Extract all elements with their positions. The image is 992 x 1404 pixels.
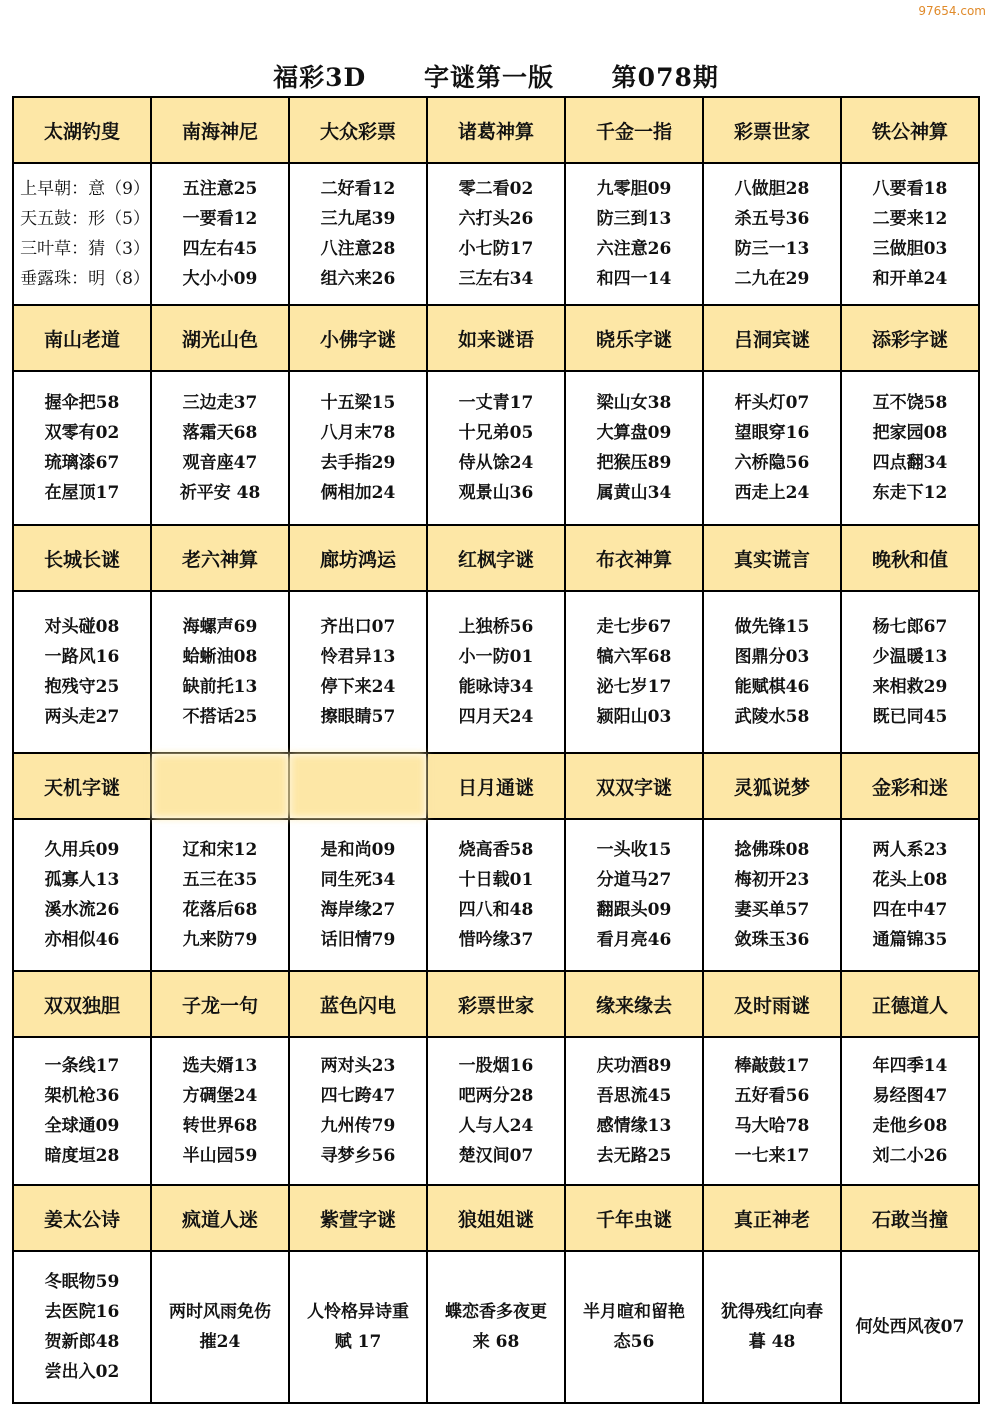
column-header: 布衣神算 — [565, 525, 703, 591]
riddle-line: 侍从馀24 — [458, 453, 534, 473]
riddle-line: 八做胆28 — [734, 179, 810, 199]
column-header: 南海神尼 — [151, 97, 289, 163]
riddle-line: 能赋棋46 — [734, 677, 810, 697]
riddle-line: 小七防17 — [458, 239, 534, 259]
prediction-cell — [289, 1037, 427, 1185]
header-row — [13, 97, 979, 163]
riddle-line: 少温暖13 — [872, 647, 948, 667]
riddle-line: 五三在35 — [182, 870, 258, 890]
column-header: 南山老道 — [13, 305, 151, 371]
prediction-cell — [289, 1251, 427, 1403]
column-header: 长城长谜 — [13, 525, 151, 591]
riddle-line: 武陵水58 — [734, 707, 810, 727]
prediction-cell — [703, 1037, 841, 1185]
title-edition: 字谜第一版 — [423, 63, 554, 92]
riddle-line: 防三一13 — [734, 239, 810, 259]
column-header: 正德道人 — [841, 971, 979, 1037]
riddle-line: 垂露珠：明（8） — [20, 269, 150, 289]
column-header: 灵狐说梦 — [703, 753, 841, 819]
riddle-line: 一路风16 — [44, 647, 120, 667]
prediction-cell — [841, 819, 979, 971]
riddle-line: 架机枪36 — [44, 1086, 120, 1106]
prediction-cell — [289, 819, 427, 971]
riddle-line: 棒敲鼓17 — [734, 1056, 810, 1076]
title-lottery: 福彩3D — [273, 63, 367, 92]
column-header: 千金一指 — [565, 97, 703, 163]
riddle-line: 捻佛珠08 — [734, 840, 810, 860]
riddle-line: 花落后68 — [182, 900, 258, 920]
riddle-line: 十兄弟05 — [458, 423, 534, 443]
riddle-line: 四月天24 — [458, 707, 534, 727]
riddle-line: 小一防01 — [458, 647, 534, 667]
riddle-line: 吾思流45 — [596, 1086, 672, 1106]
riddle-line: 去手指29 — [320, 453, 396, 473]
column-header: 红枫字谜 — [427, 525, 565, 591]
riddle-line: 话旧情79 — [320, 930, 396, 950]
riddle-line: 杆头灯07 — [734, 393, 810, 413]
riddle-line: 贺新郎48 — [44, 1332, 120, 1352]
riddle-line: 双零有02 — [44, 423, 120, 443]
prediction-cell — [703, 163, 841, 305]
prediction-cell — [13, 371, 151, 525]
column-header: 吕洞宾谜 — [703, 305, 841, 371]
riddle-line: 溪水流26 — [44, 900, 120, 920]
column-header: 如来谜语 — [427, 305, 565, 371]
column-header: 蓝色闪电 — [289, 971, 427, 1037]
prediction-cell — [427, 371, 565, 525]
riddle-line: 西走上24 — [734, 483, 810, 503]
prediction-cell — [151, 591, 289, 753]
riddle-line: 观音座47 — [182, 453, 258, 473]
riddle-line: 三左右34 — [458, 269, 534, 289]
header-row — [13, 1185, 979, 1251]
page-title — [0, 58, 992, 94]
riddle-line: 不搭话25 — [182, 707, 258, 727]
riddle-line: 一丈青17 — [458, 393, 534, 413]
column-header: 子龙一句 — [151, 971, 289, 1037]
riddle-line: 四七跨47 — [320, 1086, 396, 1106]
riddle-line: 蛤蜥油08 — [182, 647, 258, 667]
riddle-line: 亦相似46 — [44, 930, 120, 950]
prediction-row — [13, 819, 979, 971]
riddle-line: 翻跟头09 — [596, 900, 672, 920]
column-header: 天机字谜 — [13, 753, 151, 819]
prediction-cell — [427, 1037, 565, 1185]
riddle-line: 楚汉间07 — [458, 1146, 534, 1166]
riddle-line: 一股烟16 — [458, 1056, 534, 1076]
riddle-line: 六桥隐56 — [734, 453, 810, 473]
riddle-line: 摧24 — [199, 1332, 241, 1352]
prediction-row — [13, 1251, 979, 1403]
riddle-line: 犹得残红向春 — [721, 1302, 823, 1322]
riddle-line: 天五鼓：形（5） — [20, 209, 150, 229]
prediction-cell — [565, 163, 703, 305]
riddle-line: 和开单24 — [872, 269, 948, 289]
prediction-cell — [13, 1037, 151, 1185]
riddle-line: 同生死34 — [320, 870, 396, 890]
riddle-line: 三边走37 — [182, 393, 258, 413]
riddle-grid — [12, 96, 980, 1404]
riddle-line: 久用兵09 — [44, 840, 120, 860]
riddle-line: 去无路25 — [596, 1146, 672, 1166]
riddle-line: 祈平安 48 — [179, 483, 261, 503]
prediction-cell — [427, 163, 565, 305]
riddle-line: 四左右45 — [182, 239, 258, 259]
riddle-line: 两时风雨免伤 — [169, 1302, 271, 1322]
prediction-cell — [565, 1251, 703, 1403]
riddle-line: 一条线17 — [44, 1056, 120, 1076]
riddle-line: 一七来17 — [734, 1146, 810, 1166]
riddle-line: 组六来26 — [320, 269, 396, 289]
riddle-line: 蝶恋香多夜更 — [445, 1302, 547, 1322]
header-row — [13, 305, 979, 371]
riddle-line: 六注意26 — [596, 239, 672, 259]
riddle-line: 八月末78 — [320, 423, 396, 443]
column-header: 铁公神算 — [841, 97, 979, 163]
column-header: 彩票世家 — [703, 97, 841, 163]
column-header: 日月通谜 — [427, 753, 565, 819]
riddle-line: 态56 — [613, 1332, 655, 1352]
riddle-line: 通篇锦35 — [872, 930, 948, 950]
prediction-cell — [13, 163, 151, 305]
prediction-cell — [427, 591, 565, 753]
prediction-row — [13, 1037, 979, 1185]
riddle-line: 花头上08 — [872, 870, 948, 890]
riddle-line: 在屋顶17 — [44, 483, 120, 503]
riddle-line: 颍阳山03 — [596, 707, 672, 727]
column-header: 湖光山色 — [151, 305, 289, 371]
riddle-line: 二九在29 — [734, 269, 810, 289]
riddle-line: 四在中47 — [872, 900, 948, 920]
prediction-cell — [289, 163, 427, 305]
column-header: 及时雨谜 — [703, 971, 841, 1037]
riddle-line: 握伞把58 — [44, 393, 120, 413]
column-header: 添彩字谜 — [841, 305, 979, 371]
riddle-line: 海螺声69 — [182, 617, 258, 637]
column-header: 晚秋和值 — [841, 525, 979, 591]
prediction-row — [13, 591, 979, 753]
riddle-line: 来相救29 — [872, 677, 948, 697]
riddle-line: 两对头23 — [320, 1056, 396, 1076]
riddle-line: 全球通09 — [44, 1116, 120, 1136]
riddle-line: 两人系23 — [872, 840, 948, 860]
riddle-line: 人与人24 — [458, 1116, 534, 1136]
column-header: 太湖钓叟 — [13, 97, 151, 163]
riddle-line: 去医院16 — [44, 1302, 120, 1322]
riddle-line: 两头走27 — [44, 707, 120, 727]
column-header: 老六神算 — [151, 525, 289, 591]
riddle-line: 四点翻34 — [872, 453, 948, 473]
prediction-cell — [151, 371, 289, 525]
column-header: 真实谎言 — [703, 525, 841, 591]
riddle-line: 把家园08 — [872, 423, 948, 443]
riddle-line: 上早朝：意（9） — [20, 179, 150, 199]
column-header: 狼姐姐谜 — [427, 1185, 565, 1251]
riddle-line: 看月亮46 — [596, 930, 672, 950]
riddle-line: 一头收15 — [596, 840, 672, 860]
column-header: 大众彩票 — [289, 97, 427, 163]
column-header: 彩票世家 — [427, 971, 565, 1037]
riddle-line: 八要看18 — [872, 179, 948, 199]
riddle-line: 妻买单57 — [734, 900, 810, 920]
prediction-cell — [703, 371, 841, 525]
riddle-line: 分道马27 — [596, 870, 672, 890]
riddle-line: 辽和宋12 — [182, 840, 258, 860]
column-header: 缘来缘去 — [565, 971, 703, 1037]
prediction-cell — [565, 591, 703, 753]
riddle-line: 庆功酒89 — [596, 1056, 672, 1076]
riddle-line: 暗度垣28 — [44, 1146, 120, 1166]
riddle-line: 五注意25 — [182, 179, 258, 199]
column-header: 疯道人迷 — [151, 1185, 289, 1251]
riddle-line: 俩相加24 — [320, 483, 396, 503]
riddle-line: 对头碰08 — [44, 617, 120, 637]
column-header: 金彩和迷 — [841, 753, 979, 819]
column-header: 姜太公诗 — [13, 1185, 151, 1251]
riddle-line: 吧两分28 — [458, 1086, 534, 1106]
riddle-line: 能咏诗34 — [458, 677, 534, 697]
prediction-cell — [151, 819, 289, 971]
riddle-line: 六打头26 — [458, 209, 534, 229]
riddle-line: 三叶草：猜（3） — [20, 239, 150, 259]
riddle-line: 九零胆09 — [596, 179, 672, 199]
riddle-line: 抱残守25 — [44, 677, 120, 697]
riddle-line: 年四季14 — [872, 1056, 948, 1076]
riddle-line: 互不饶58 — [872, 393, 948, 413]
prediction-cell — [13, 591, 151, 753]
riddle-line: 擦眼睛57 — [320, 707, 396, 727]
prediction-cell — [703, 819, 841, 971]
riddle-line: 寻梦乡56 — [320, 1146, 396, 1166]
prediction-cell — [841, 1251, 979, 1403]
prediction-cell — [841, 1037, 979, 1185]
riddle-line: 易经图47 — [872, 1086, 948, 1106]
prediction-cell — [565, 371, 703, 525]
column-header: 双双字谜 — [565, 753, 703, 819]
riddle-line: 零二看02 — [458, 179, 534, 199]
header-row — [13, 525, 979, 591]
riddle-line: 是和尚09 — [320, 840, 396, 860]
riddle-line: 冬眠物59 — [44, 1272, 120, 1292]
column-header: 真正神老 — [703, 1185, 841, 1251]
riddle-line: 和四一14 — [596, 269, 672, 289]
prediction-cell — [151, 1037, 289, 1185]
prediction-cell — [289, 591, 427, 753]
riddle-line: 走他乡08 — [872, 1116, 948, 1136]
prediction-cell — [841, 163, 979, 305]
column-header: 晓乐字谜 — [565, 305, 703, 371]
riddle-line: 惜吟缘37 — [458, 930, 534, 950]
riddle-line: 泌七岁17 — [596, 677, 672, 697]
riddle-line: 东走下12 — [872, 483, 948, 503]
prediction-cell — [841, 371, 979, 525]
riddle-line: 十五梁15 — [320, 393, 396, 413]
riddle-line: 海岸缘27 — [320, 900, 396, 920]
riddle-line: 烧高香58 — [458, 840, 534, 860]
riddle-line: 停下来24 — [320, 677, 396, 697]
riddle-line: 十日载01 — [458, 870, 534, 890]
column-header: 小佛字谜 — [289, 305, 427, 371]
riddle-line: 敛珠玉36 — [734, 930, 810, 950]
riddle-line: 属黄山34 — [596, 483, 672, 503]
riddle-line: 四八和48 — [458, 900, 534, 920]
riddle-line: 缺前托13 — [182, 677, 258, 697]
riddle-line: 来 68 — [472, 1332, 520, 1352]
prediction-cell — [841, 591, 979, 753]
riddle-line: 既已同45 — [872, 707, 948, 727]
riddle-line: 感情缘13 — [596, 1116, 672, 1136]
riddle-line: 梅初开23 — [734, 870, 810, 890]
riddle-line: 半月暄和留艳 — [583, 1302, 685, 1322]
column-header — [289, 753, 427, 819]
riddle-line: 人怜格异诗重 — [307, 1302, 409, 1322]
riddle-line: 杨七郎67 — [872, 617, 948, 637]
riddle-line: 做先锋15 — [734, 617, 810, 637]
riddle-line: 赋 17 — [334, 1332, 382, 1352]
riddle-line: 二好看12 — [320, 179, 396, 199]
riddle-line: 三九尾39 — [320, 209, 396, 229]
riddle-line: 犒六军68 — [596, 647, 672, 667]
riddle-line: 孤寡人13 — [44, 870, 120, 890]
prediction-cell — [151, 1251, 289, 1403]
column-header: 诸葛神算 — [427, 97, 565, 163]
riddle-line: 大小小09 — [182, 269, 258, 289]
riddle-line: 图鼎分03 — [734, 647, 810, 667]
riddle-line: 何处西风夜07 — [855, 1317, 965, 1337]
prediction-cell — [565, 819, 703, 971]
riddle-line: 观景山36 — [458, 483, 534, 503]
column-header: 紫萱字谜 — [289, 1185, 427, 1251]
riddle-line: 上独桥56 — [458, 617, 534, 637]
riddle-line: 大算盘09 — [596, 423, 672, 443]
prediction-cell — [13, 819, 151, 971]
riddle-line: 落霜天68 — [182, 423, 258, 443]
column-header: 廊坊鸿运 — [289, 525, 427, 591]
riddle-line: 九来防79 — [182, 930, 258, 950]
prediction-row — [13, 371, 979, 525]
riddle-line: 梁山女38 — [596, 393, 672, 413]
riddle-line: 方碉堡24 — [182, 1086, 258, 1106]
watermark-text: 97654.com — [918, 4, 986, 18]
riddle-line: 把猴压89 — [596, 453, 672, 473]
riddle-line: 半山园59 — [182, 1146, 258, 1166]
prediction-cell — [565, 1037, 703, 1185]
riddle-line: 转世界68 — [182, 1116, 258, 1136]
riddle-line: 尝出入02 — [44, 1362, 120, 1382]
riddle-line: 三做胆03 — [872, 239, 948, 259]
prediction-cell — [13, 1251, 151, 1403]
riddle-line: 怜君异13 — [320, 647, 396, 667]
riddle-line: 二要来12 — [872, 209, 948, 229]
header-row — [13, 971, 979, 1037]
prediction-cell — [703, 1251, 841, 1403]
prediction-cell — [151, 163, 289, 305]
riddle-line: 防三到13 — [596, 209, 672, 229]
column-header: 双双独胆 — [13, 971, 151, 1037]
header-row — [13, 753, 979, 819]
title-issue: 第078期 — [611, 63, 719, 92]
prediction-row — [13, 163, 979, 305]
column-header — [151, 753, 289, 819]
prediction-cell — [427, 1251, 565, 1403]
riddle-line: 八注意28 — [320, 239, 396, 259]
riddle-line: 九州传79 — [320, 1116, 396, 1136]
riddle-line: 齐出口07 — [320, 617, 396, 637]
column-header: 石敢当撞 — [841, 1185, 979, 1251]
prediction-cell — [289, 371, 427, 525]
riddle-line: 杀五号36 — [734, 209, 810, 229]
riddle-line: 马大哈78 — [734, 1116, 810, 1136]
riddle-line: 选夫婿13 — [182, 1056, 258, 1076]
riddle-line: 五好看56 — [734, 1086, 810, 1106]
prediction-cell — [427, 819, 565, 971]
riddle-line: 望眼穿16 — [734, 423, 810, 443]
riddle-line: 走七步67 — [596, 617, 672, 637]
riddle-line: 刘二小26 — [872, 1146, 948, 1166]
riddle-line: 一要看12 — [182, 209, 258, 229]
riddle-line: 暮 48 — [748, 1332, 796, 1352]
column-header: 千年虫谜 — [565, 1185, 703, 1251]
prediction-cell — [703, 591, 841, 753]
riddle-line: 琉璃漆67 — [44, 453, 120, 473]
